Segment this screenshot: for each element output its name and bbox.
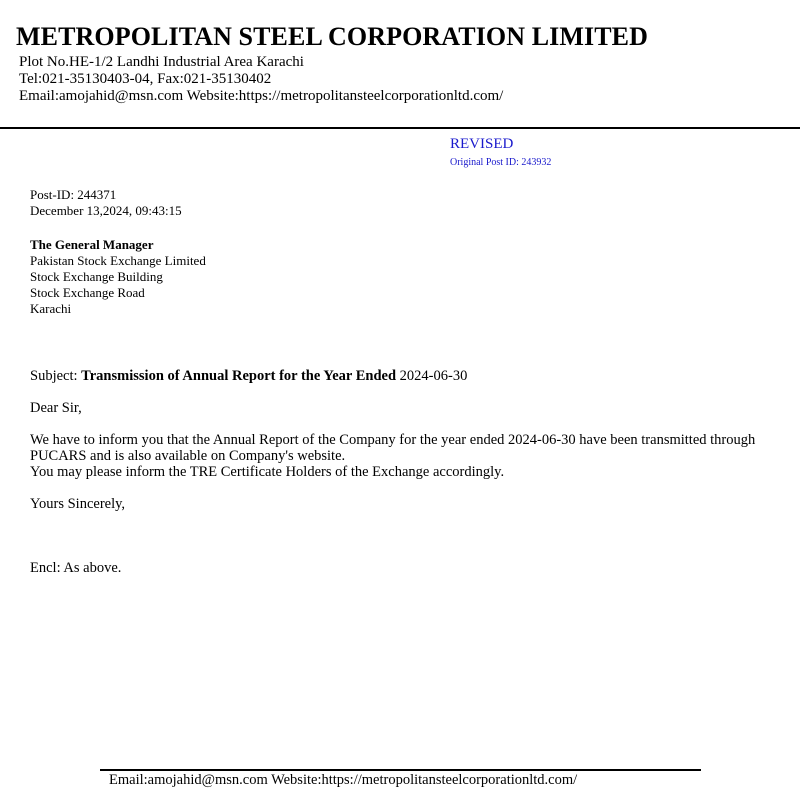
recipient-line: Pakistan Stock Exchange Limited xyxy=(30,253,206,268)
company-address: Plot No.HE-1/2 Landhi Industrial Area Karachi xyxy=(19,54,304,70)
subject-line xyxy=(30,368,467,385)
enclosure: Encl: As above. xyxy=(30,560,122,576)
closing: Yours Sincerely, xyxy=(30,496,126,512)
company-phone-fax: Tel:021-35130403-04, Fax:021-35130402 xyxy=(19,71,272,87)
revised-label: REVISED xyxy=(450,136,514,152)
body-paragraph-line: You may please inform the TRE Certificate Holders of the Exchange accordingly. xyxy=(30,464,505,480)
recipient-title: The General Manager xyxy=(30,237,154,252)
recipient-line: Karachi xyxy=(30,301,72,316)
original-post-id: Original Post ID: 243932 xyxy=(450,157,552,168)
footer-contact: Email:amojahid@msn.com Website:https://metropolitansteelcorporationltd.com/ xyxy=(109,772,578,788)
company-email-website: Email:amojahid@msn.com Website:https://metropolitansteelcorporationltd.com/ xyxy=(19,88,504,104)
recipient-line: Stock Exchange Building xyxy=(30,269,163,284)
post-id: Post-ID: 244371 xyxy=(30,187,117,202)
subject-label: Subject: xyxy=(30,368,82,384)
recipient-line: Stock Exchange Road xyxy=(30,285,145,300)
header-divider xyxy=(0,127,800,129)
body-paragraph-line: We have to inform you that the Annual Report of the Company for the year ended 2024-06-30 have been transmitted through xyxy=(30,432,756,448)
company-name: METROPOLITAN STEEL CORPORATION LIMITED xyxy=(16,22,648,51)
subject-title: Transmission of Annual Report for the Year Ended xyxy=(81,368,397,384)
subject-date: 2024-06-30 xyxy=(396,368,468,384)
post-datetime: December 13,2024, 09:43:15 xyxy=(30,203,182,218)
salutation: Dear Sir, xyxy=(30,400,82,416)
body-paragraph-line: PUCARS and is also available on Company's website. xyxy=(30,448,346,464)
footer-divider xyxy=(100,769,701,771)
